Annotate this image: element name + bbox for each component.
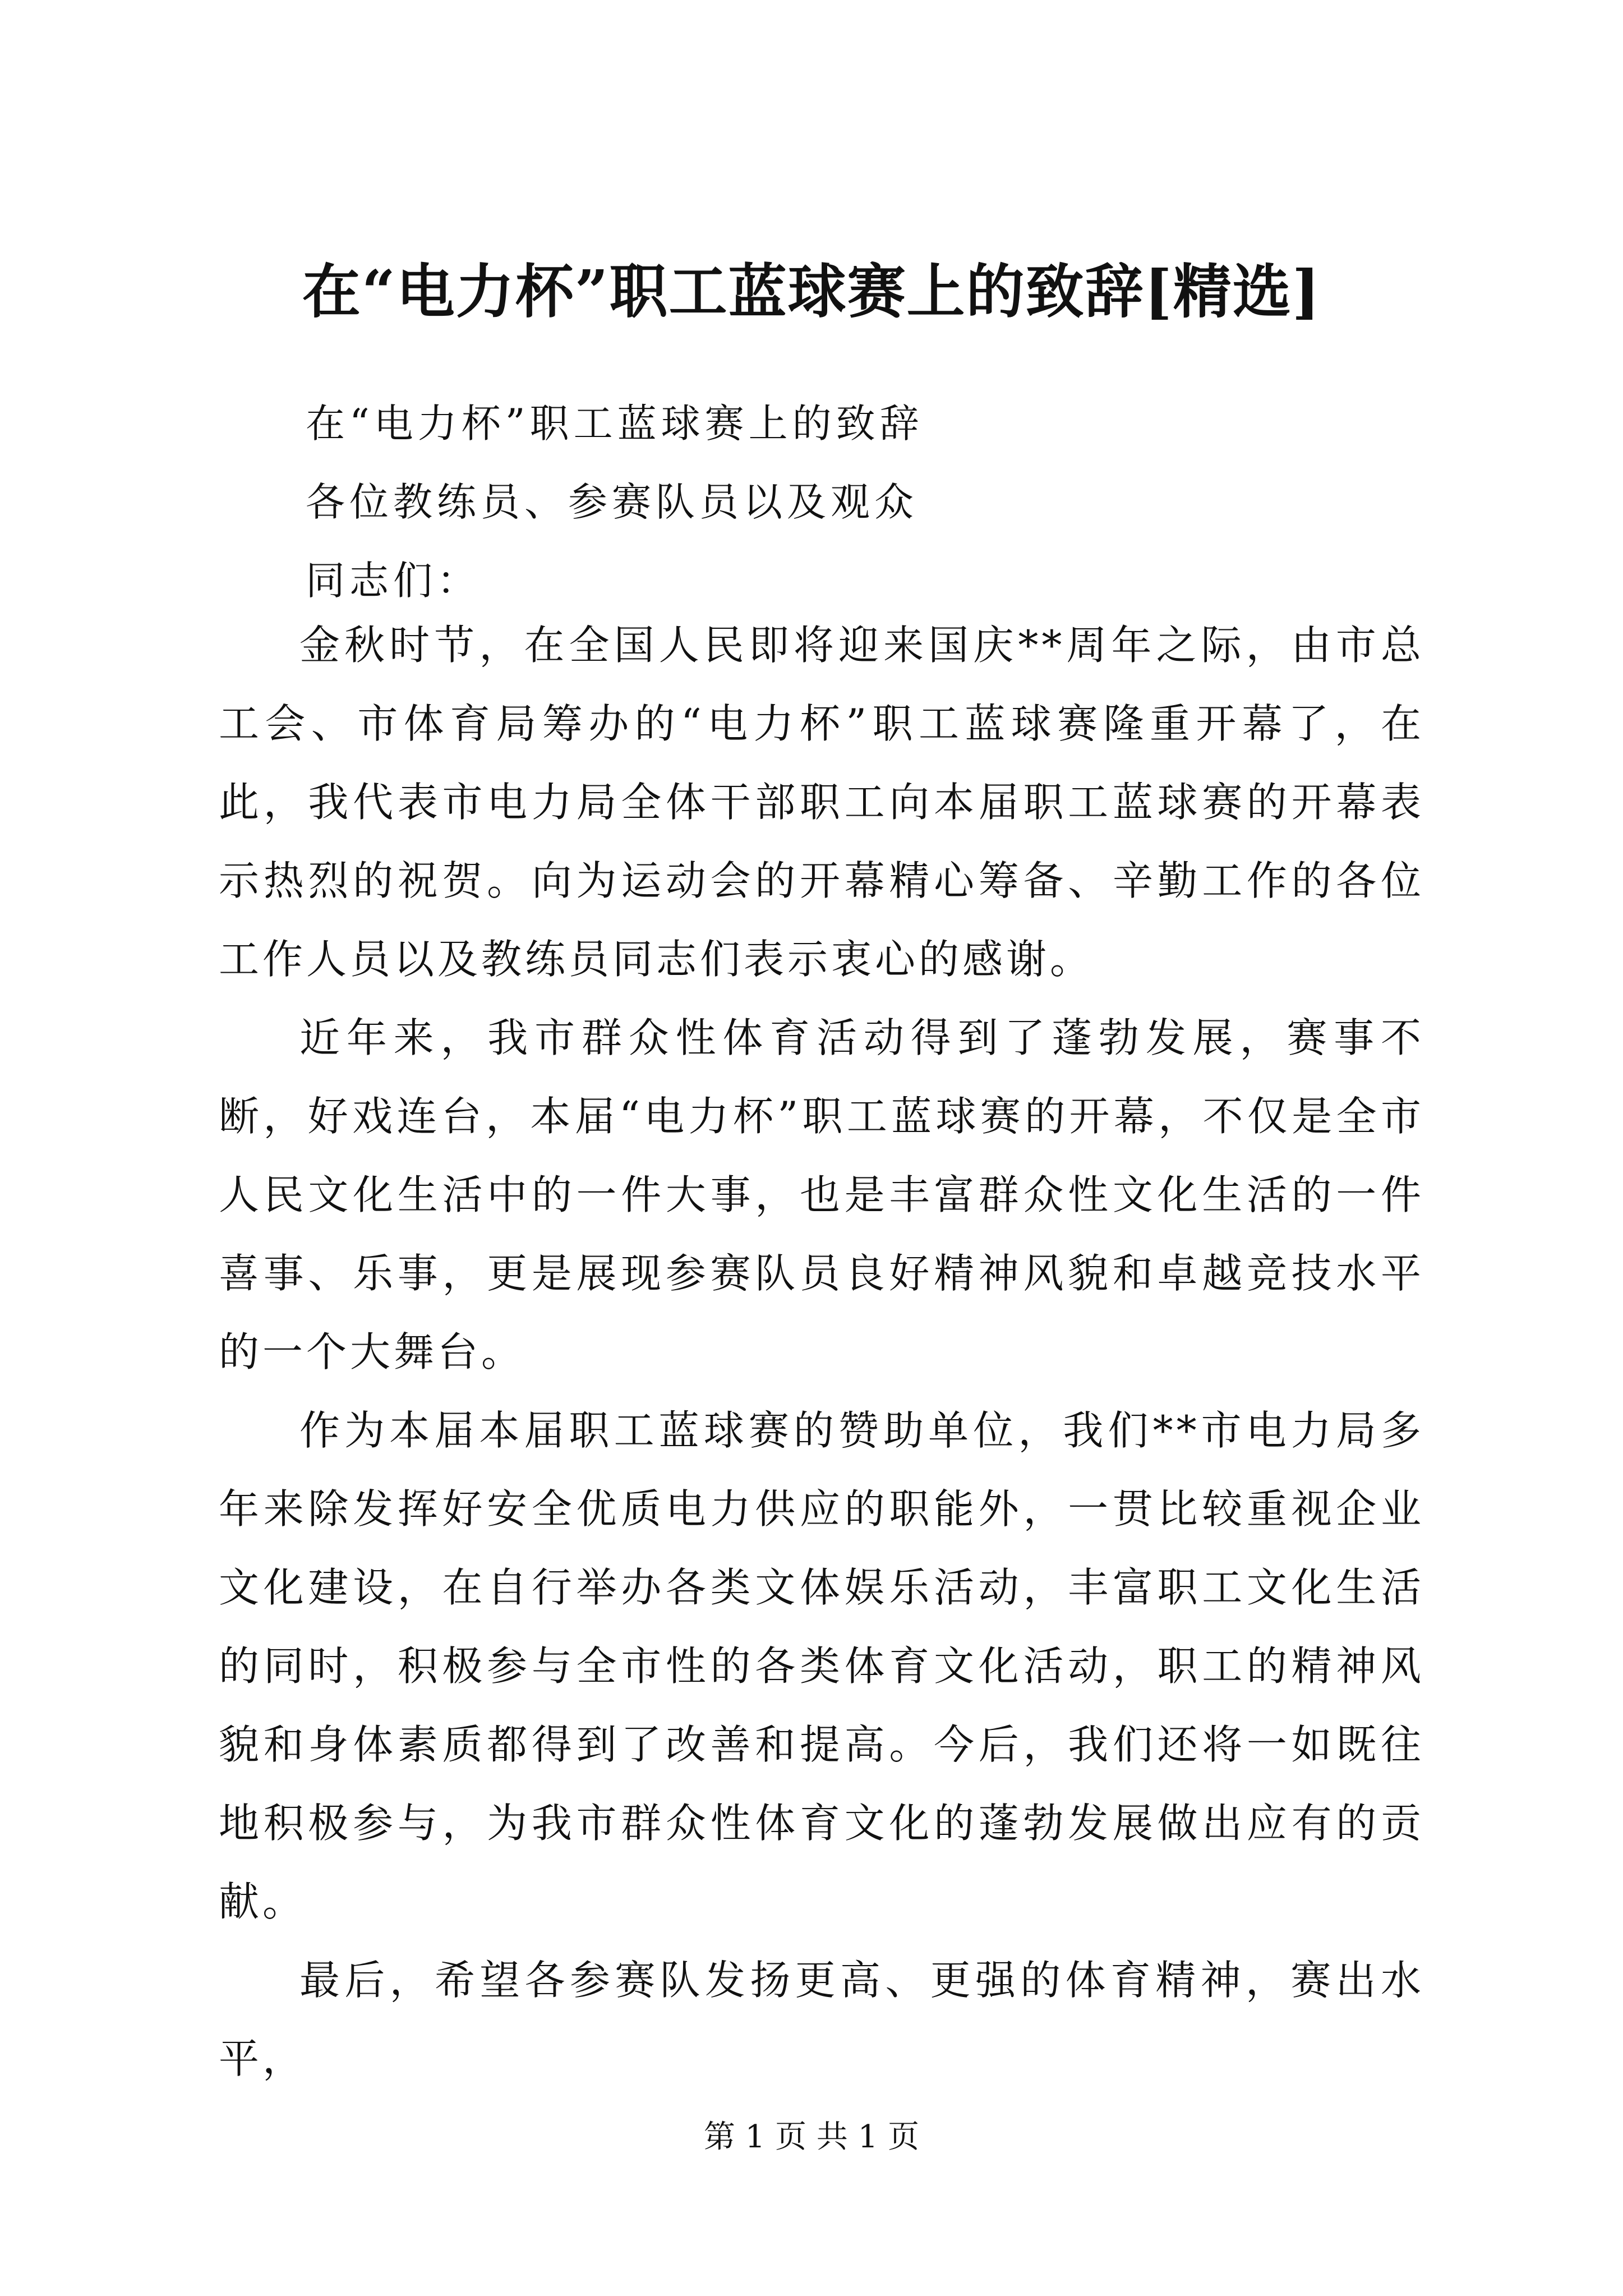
page-footer: 第 1 页 共 1 页 [703,2119,920,2155]
salutation: 同志们： [306,558,481,604]
paragraph: 作为本届本届职工蓝球赛的赞助单位，我们**市电力局多年来除发挥好安全优质电力供应的职能外，一贯比较重视企业文化建设，在自行举办各类文体娱乐活动，丰富职工文化生活的同时，积极参与全市性的各类体育文化活动，职工的精神风貌和身体素质都得到了改善和提高。今后，我们还将一如既往地积极参与，为我市群众性体育文化的蓬勃发展做出应有的贡献。 [219,1407,1424,1925]
paragraph: 近年来，我市群众性体育活动得到了蓬勃发展，赛事不断，好戏连台，本届“电力杯”职工蓝球赛的开幕，不仅是全市人民文化生活中的一件大事，也是丰富群众性文化生活的一件喜事、乐事，更是展现参赛队员良好精神风貌和卓越竞技水平的一个大舞台。 [219,1014,1424,1375]
paragraph: 最后，希望各参赛队发扬更高、更强的体育精神，赛出水平， [219,1957,1424,2082]
document-body [219,606,1424,2098]
address-line: 各位教练员、参赛队员以及观众 [306,479,918,525]
document-subtitle: 在“电力杯”职工蓝球赛上的致辞 [306,401,924,447]
document-title: 在“电力杯”职工蓝球赛上的致辞[精选] [302,257,1321,326]
paragraph: 金秋时节，在全国人民即将迎来国庆**周年之际，由市总工会、市体育局筹办的“电力杯”职工蓝球赛隆重开幕了，在此，我代表市电力局全体干部职工向本届职工蓝球赛的开幕表示热烈的祝贺。向为运动会的开幕精心筹备、辛勤工作的各位工作人员以及教练员同志们表示衷心的感谢。 [219,622,1424,983]
